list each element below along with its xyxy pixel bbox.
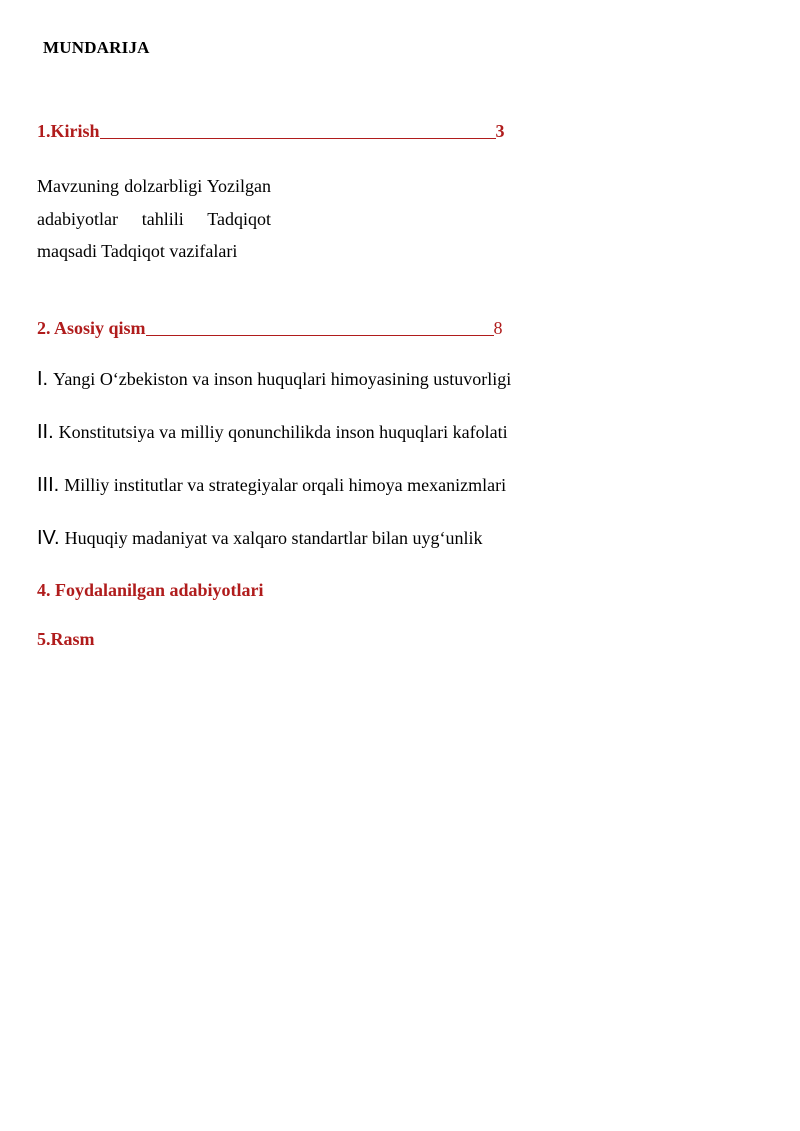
- toc-entry-kirish: [37, 121, 505, 142]
- intro-subsections: [37, 170, 271, 268]
- section-numeral: I.: [37, 368, 49, 390]
- section-text: Milliy institutlar va strategiyalar orqali himoya mexanizmlari: [64, 475, 507, 495]
- intro-line: Yozilgan adabiyotlar tahlili: [37, 176, 271, 229]
- toc-entry-label: 4. Foydalanilgan adabiyotlari: [37, 580, 264, 600]
- toc-entry-label: 1.Kirish: [37, 121, 100, 141]
- section-numeral: IV.: [37, 527, 60, 549]
- section-item: [37, 474, 506, 497]
- section-item: [37, 421, 508, 444]
- section-numeral: III.: [37, 474, 60, 496]
- section-text: Huquqiy madaniyat va xalqaro standartlar bilan uyg‘unlik: [64, 528, 483, 548]
- section-item: [37, 368, 511, 391]
- toc-page-number: 8: [493, 318, 503, 338]
- section-item: [37, 527, 483, 550]
- toc-entry-rasm: [37, 629, 95, 650]
- section-numeral: II.: [37, 421, 54, 443]
- section-text: Konstitutsiya va milliy qonunchilikda inson huquqlari kafolati: [58, 422, 508, 442]
- page-title: MUNDARIJA: [43, 38, 150, 57]
- toc-leader-line: [146, 334, 494, 336]
- intro-line: Tadqiqot maqsadi Tadqiqot vazifalari: [37, 208, 271, 261]
- toc-entry-label: 2. Asosiy qism: [37, 318, 146, 338]
- toc-entry-foydalanilgan: [37, 580, 264, 601]
- toc-leader-line: [100, 137, 496, 139]
- section-text: Yangi O‘zbekiston va inson huquqlari himoyasining ustuvorligi: [53, 369, 512, 389]
- toc-entry-label: 5.Rasm: [37, 629, 95, 649]
- toc-entry-asosiy: [37, 318, 503, 339]
- toc-page-number: 3: [495, 121, 505, 141]
- intro-line: Mavzuning dolzarbligi: [37, 176, 203, 196]
